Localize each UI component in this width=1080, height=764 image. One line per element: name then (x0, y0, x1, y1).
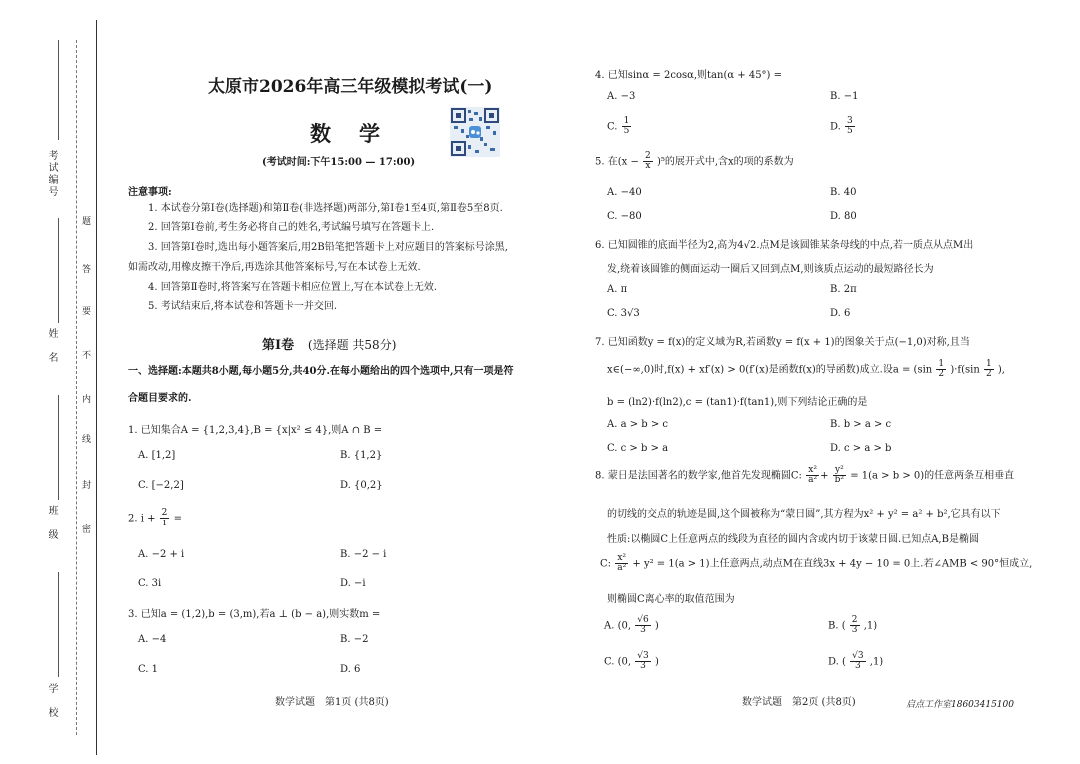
q2-stem-pre: 2. i + (128, 513, 156, 525)
q7-half-fraction-2 (984, 360, 994, 380)
q4-c-den: 5 (623, 126, 630, 137)
q7-half-den: 2 (938, 369, 945, 380)
q2-option-a: A. −2 + i (138, 549, 185, 560)
question-8-stem: 8. 蒙日是法国著名的数学家,他首先发现椭圆C: $\frac{\text{x²}}{\text{a²}}$ + $\frac{\text{y²}}{\text{b²}}$ = 1(a > b > 0)的任意两条互相垂直 (595, 465, 1015, 486)
q2-option-c: C. 3i (138, 578, 162, 589)
q8-d-pre: D. ( (828, 656, 846, 668)
q8-c-pre: C. (0, (604, 656, 632, 668)
question-6-stem-cont: 发,绕着该圆锥的侧面运动一圈后又回到点M,则该质点运动的最短路径长为 (607, 264, 934, 275)
exam-no-label: 考试编号 (46, 150, 57, 198)
school-underline (58, 572, 59, 677)
question-8-stem-cont: 的切线的交点的轨迹是圆,这个圆被称为“蒙日圆”,其方程为x² + y² = a² + b²,它具有以下 (607, 509, 1001, 520)
volume-name: 第Ⅰ卷 (262, 338, 295, 353)
q7-line2-mid: )·f(sin (950, 364, 980, 376)
q8-c-fraction (635, 652, 650, 672)
q8-option-c (604, 652, 659, 672)
q5-frac-num: 2 (645, 151, 651, 161)
q8-line4-pre: C: (600, 558, 612, 570)
notes-line: 3. 回答第Ⅰ卷时,选出每小题答案后,用2B铅笔把答题卡上对应题目的答案标号涂黑, (148, 242, 508, 253)
q8-b-num: 2 (851, 615, 858, 625)
q4-d-fraction (845, 117, 855, 137)
name-label: 姓 名 (46, 328, 57, 364)
q5-option-b: B. 40 (830, 187, 857, 198)
q8-option-b (828, 616, 877, 636)
q2-frac-num: 2 (161, 508, 168, 518)
volume-desc: (选择题 共58分) (307, 338, 397, 352)
question-7-stem: 7. 已知函数y = f(x)的定义域为R,若函数y = f(x + 1)的图象关于点(−1,0)对称,且当 (595, 337, 970, 348)
question-6-stem: 6. 已知圆锥的底面半径为2,高为4√2.点M是该圆锥某条母线的中点,若一质点从点M出 (595, 240, 974, 251)
q2-stem-post: = (173, 513, 182, 525)
q8-b-fraction (850, 616, 860, 636)
section-instruction-cont: 合题目要求的. (128, 393, 192, 404)
q3-option-b: B. −2 (340, 634, 369, 645)
seal-char: 内 (82, 395, 92, 405)
q7-option-b: B. b > a > c (830, 419, 892, 430)
q7-line2-post: ), (997, 364, 1005, 376)
q7-option-d: D. c > a > b (830, 443, 892, 454)
q4-d-num: 3 (847, 116, 853, 126)
q6-option-a: A. π (607, 284, 628, 295)
question-8-stem-cont3 (600, 554, 1032, 574)
q4-option-d (830, 117, 856, 137)
q4-c-num: 1 (623, 116, 630, 126)
q3-option-c: C. 1 (138, 664, 159, 675)
q7-option-c: C. c > b > a (607, 443, 669, 454)
q4-d-label: D. (830, 121, 841, 133)
notes-line: 1. 本试卷分第Ⅰ卷(选择题)和第Ⅱ卷(非选择题)两部分,第Ⅰ卷1至4页,第Ⅱ卷5至8页. (148, 203, 503, 214)
q7-half-num: 1 (938, 359, 945, 369)
q5-option-d: D. 80 (830, 211, 857, 222)
q5-option-a: A. −40 (607, 187, 642, 198)
q7-line2-pre: x∈(−∞,0)时,f(x) + xf′(x) > 0(f′(x)是函数f(x)的导函数)成立.设a = (sin (607, 364, 933, 376)
q1-option-a: A. [1,2] (138, 450, 176, 461)
q5-frac-den: x (645, 161, 651, 172)
q8-a-num: √6 (637, 615, 649, 625)
question-1-stem: 1. 已知集合A = {1,2,3,4},B = {x|x² ≤ 4},则A ∩ B = (128, 425, 383, 436)
q1-option-c: C. [−2,2] (138, 480, 184, 491)
q2-option-d: D. −i (340, 578, 366, 589)
seal-char: 封 (82, 481, 92, 491)
q6-option-c: C. 3√3 (607, 308, 640, 319)
school-label: 学 校 (46, 683, 57, 719)
q4-c-label: C. (607, 121, 618, 133)
q8-y2: y² (833, 466, 846, 476)
q5-stem-pre: 5. 在(x − (595, 156, 639, 168)
notes-line: 5. 考试结束后,将本试卷和答题卡一并交回. (148, 301, 338, 312)
notes-heading: 注意事项: (128, 187, 172, 198)
q8-a2: a² (808, 475, 818, 486)
q8-a-den: 3 (640, 625, 646, 636)
qr-code-icon (450, 107, 500, 157)
question-7-stem-cont2: b = (ln2)·f(ln2),c = (tan1)·f(tan1),则下列结论正确的是 (607, 397, 868, 408)
q8-d-fraction (850, 652, 865, 672)
q6-option-d: D. 6 (830, 308, 851, 319)
q8-d-den: 3 (854, 661, 861, 672)
page-2-footer: 数学试题 第2页 (共8页) (742, 697, 856, 708)
exam-no-underline (58, 40, 59, 140)
q8-b-den: 3 (851, 625, 858, 636)
q8-a2: a² (617, 563, 627, 574)
seal-char: 要 (82, 307, 92, 317)
q4-option-a: A. −3 (607, 91, 636, 102)
q8-y-fraction (833, 466, 846, 486)
notes-line: 2. 回答第Ⅰ卷前,考生务必将自己的姓名,考试编号填写在答题卡上. (148, 222, 435, 233)
q8-b-pre: B. ( (828, 620, 846, 632)
seal-char: 不 (82, 351, 92, 361)
notes-line: 4. 回答第Ⅱ卷时,将答案写在答题卡相应位置上,写在本试卷上无效. (148, 282, 438, 293)
q8-x2: x² (806, 466, 819, 476)
q8-c-den: 3 (640, 661, 646, 672)
q8-b2: b² (834, 475, 845, 486)
q8-x2: x² (615, 554, 628, 564)
q8-a-fraction (635, 616, 650, 636)
q8-a-post: ) (654, 620, 659, 632)
seal-char: 答 (82, 265, 92, 275)
exam-title: 太原市2026年高三年级模拟考试(一) (208, 77, 493, 97)
seal-char: 密 (82, 525, 92, 535)
q4-d-den: 5 (847, 126, 853, 137)
q8-line1-post: = 1(a > b > 0)的任意两条互相垂直 (850, 470, 1015, 482)
q7-half-den: 2 (985, 369, 992, 380)
q2-option-b: B. −2 − i (340, 549, 387, 560)
q6-option-b: B. 2π (830, 284, 857, 295)
class-label: 班 级 (46, 505, 57, 541)
question-4-stem: 4. 已知sinα = 2cosα,则tan(α + 45°) = (595, 70, 783, 81)
q8-c-num: √3 (637, 651, 649, 661)
q8-x-fraction (806, 466, 819, 486)
q8-a-pre: A. (0, (604, 620, 632, 632)
q4-c-fraction (622, 117, 632, 137)
q4-option-b: B. −1 (830, 91, 859, 102)
question-8-stem-cont2: 性质:以椭圆C上任意两点的线段为直径的圆内含或内切于该蒙日圆.已知点A,B是椭圆 (607, 534, 979, 545)
question-3-stem: 3. 已知a = (1,2),b = (3,m),若a ⊥ (b − a),则实数m = (128, 609, 381, 620)
studio-watermark: 启点工作室18603415100 (906, 700, 1014, 710)
q5-stem-post: )⁵的展开式中,含x的项的系数为 (656, 156, 794, 168)
q3-option-a: A. −4 (138, 634, 167, 645)
page-1-footer: 数学试题 第1页 (共8页) (275, 697, 389, 708)
q8-c-post: ) (654, 656, 659, 668)
seal-char: 题 (82, 217, 92, 227)
name-underline (58, 218, 59, 323)
q8-line1-pre: 8. 蒙日是法国著名的数学家,他首先发现椭圆C: (595, 470, 802, 482)
class-underline (58, 395, 59, 500)
q8-x-fraction-2 (615, 554, 628, 574)
notes-line: 如需改动,用橡皮擦干净后,再选涂其他答案标号,写在本试卷上无效. (128, 262, 421, 273)
seal-char: 线 (82, 435, 92, 445)
question-2-stem (128, 509, 182, 529)
question-8-stem-cont4: 则椭圆C离心率的取值范围为 (607, 594, 735, 605)
section-instruction: 一、选择题:本题共8小题,每小题5分,共40分.在每小题给出的四个选项中,只有一项是符 (128, 366, 514, 377)
question-7-stem-cont (607, 360, 1005, 380)
q7-option-a: A. a > b > c (607, 419, 669, 430)
q5-fraction (643, 152, 653, 172)
q8-d-num: √3 (852, 651, 864, 661)
subject-title: 数学 (310, 121, 408, 146)
binding-line-solid (96, 20, 97, 755)
q3-option-d: D. 6 (340, 664, 361, 675)
q8-b-post: ,1) (863, 620, 878, 632)
q8-option-a (604, 616, 659, 636)
q8-option-d (828, 652, 883, 672)
q5-option-c: C. −80 (607, 211, 642, 222)
volume-heading (262, 334, 396, 353)
q4-option-c (607, 117, 632, 137)
q1-option-d: D. {0,2} (340, 480, 383, 491)
q2-fraction (160, 509, 170, 529)
q7-half-num: 1 (985, 359, 992, 369)
exam-time: (考试时间:下午15:00 — 17:00) (262, 157, 416, 168)
q8-d-post: ,1) (869, 656, 884, 668)
q8-line4-post: + y² = 1(a > 1)上任意两点,动点M在直线3x + 4y − 10 = 0上.若∠AMB < 90°恒成立, (632, 558, 1033, 570)
binding-line-dashed (76, 40, 77, 735)
q7-half-fraction (936, 360, 946, 380)
q2-frac-den: i (163, 518, 166, 529)
q1-option-b: B. {1,2} (340, 450, 383, 461)
question-5-stem (595, 152, 794, 172)
